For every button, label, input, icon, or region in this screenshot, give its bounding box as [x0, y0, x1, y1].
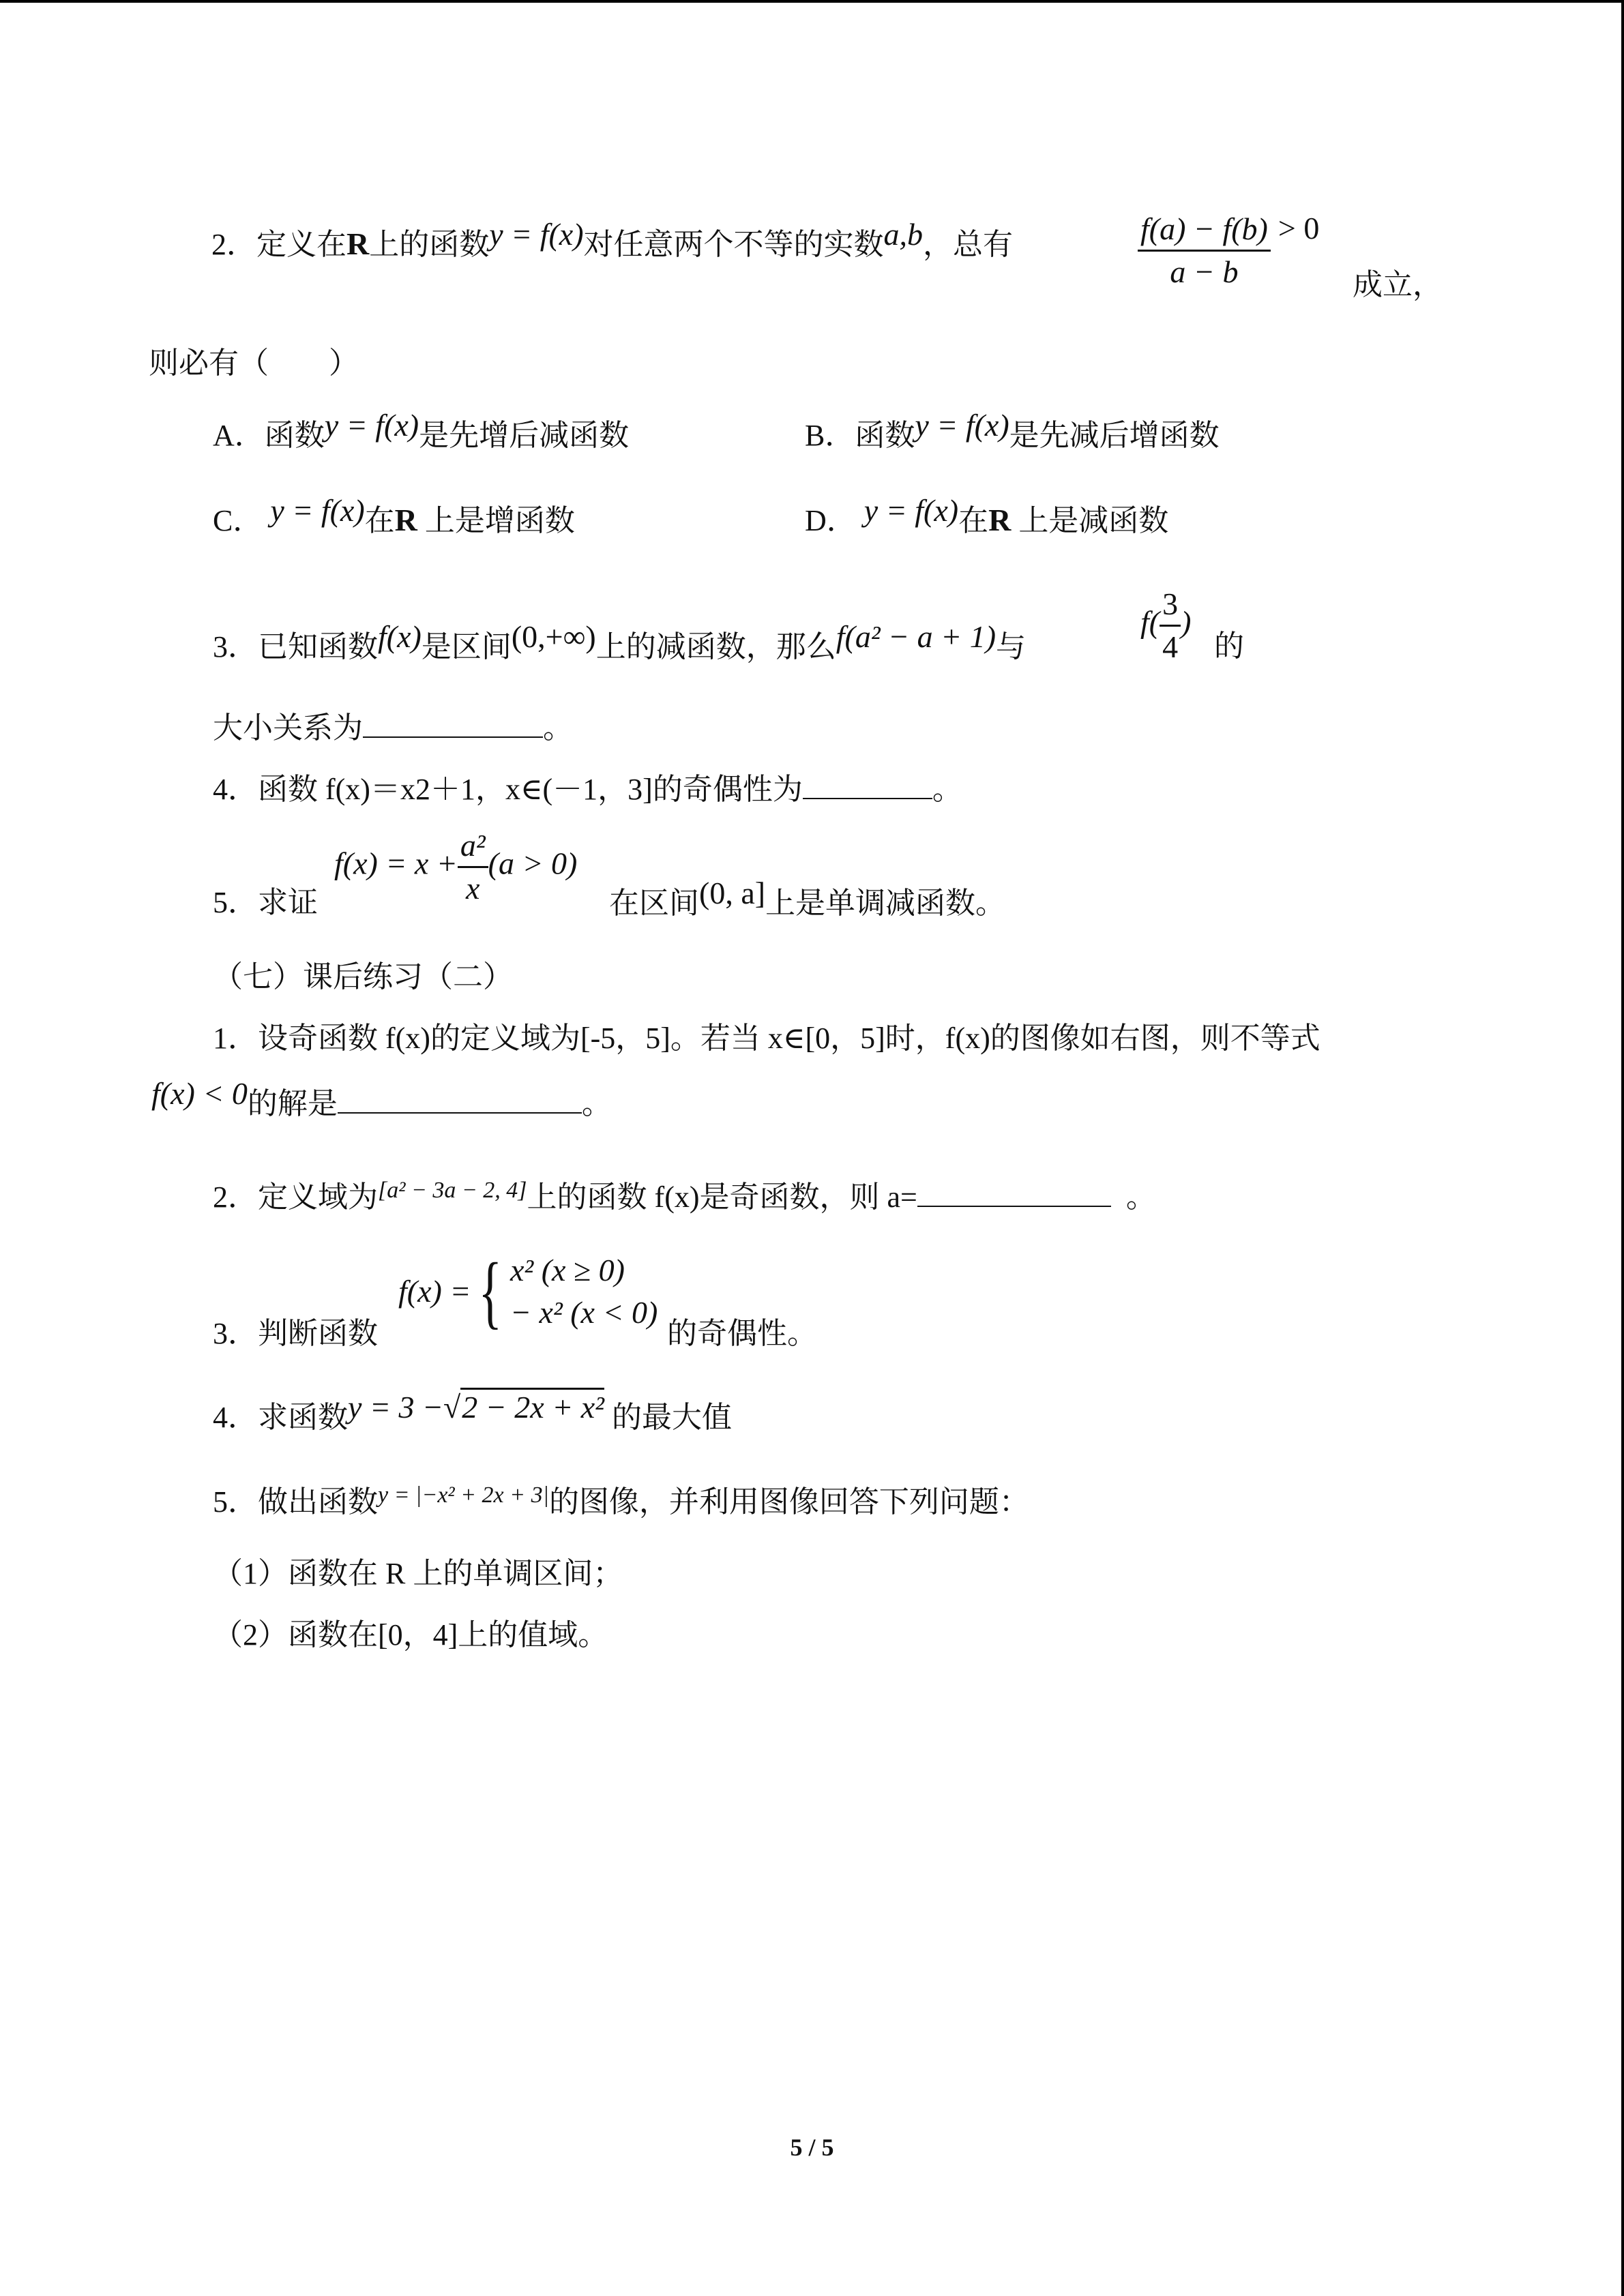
q5-tail: [609, 876, 1006, 923]
exercise-1-line-2: [151, 1076, 612, 1123]
option-pre: 函数: [855, 419, 915, 452]
q2-set-R: R: [346, 226, 370, 261]
q3-expr1: f(a² − a + 1): [836, 619, 996, 654]
option-R: R: [394, 503, 417, 537]
q2-fraction: [1138, 210, 1319, 291]
ex2-end: 。: [1125, 1180, 1156, 1214]
q3-expr2: [1140, 585, 1191, 666]
q5-frac-num: a²: [458, 826, 488, 868]
ex2-text: 上的函数 f(x)是奇函数，则 a=: [527, 1180, 917, 1214]
q2-text-2: 对任意两个不等的实数: [583, 228, 884, 261]
q3-frac: [1160, 585, 1181, 666]
option-R: R: [988, 503, 1012, 537]
ex4-text: 的最大值: [611, 1401, 732, 1434]
page-top-border: [0, 0, 1624, 3]
q4-answer-blank[interactable]: [803, 771, 932, 799]
q5-text-2: 上是单调减函数。: [765, 886, 1006, 920]
option-expr: y = f(x): [324, 408, 419, 443]
q5-frac: [458, 826, 488, 908]
ex1-end: 。: [581, 1087, 612, 1120]
option-D[interactable]: [805, 493, 1169, 540]
ex3-formula: [398, 1246, 658, 1337]
q2-frac-den: a − b: [1170, 254, 1239, 289]
ex1-text: 的解是: [247, 1087, 338, 1120]
option-expr: y = f(x): [915, 408, 1009, 443]
q3-interval: (0,+∞): [511, 619, 596, 654]
option-mid: 在: [958, 504, 989, 537]
q5-text: 在区间: [609, 886, 699, 920]
ex4-prefix: 4．求函数: [213, 1401, 348, 1434]
option-B[interactable]: [805, 408, 1220, 455]
ex5-prefix: 5．做出函数: [213, 1485, 378, 1519]
question-4: [213, 771, 962, 809]
q3-end: 。: [543, 711, 573, 745]
ex5-expr: y = |−x² + 2x + 3|: [378, 1482, 549, 1508]
q3-text-2: 上的减函数，那么: [595, 630, 836, 664]
ex5-sub-2: （2）函数在[0，4]上的值域。: [213, 1618, 608, 1652]
option-label: D．: [805, 504, 857, 537]
q3-fx: f(x): [378, 619, 422, 654]
option-post: 上是减函数: [1018, 504, 1169, 537]
q3-frac-den: 4: [1162, 629, 1179, 664]
q3-line2-text: 大小关系为: [213, 711, 363, 745]
q2-frac-num: f(a) − f(b): [1138, 210, 1271, 252]
exercise-1-line-1: 1．设奇函数 f(x)的定义域为[-5，5]。若当 x∈[0，5]时，f(x)的图像如右图，则不等式: [213, 1022, 1320, 1055]
q2-tail: 成立，: [1353, 268, 1443, 301]
question-2-line-1: [211, 217, 1014, 264]
q4-text: 4．函数 f(x)＝x2＋1，x∈(－1，3]的奇偶性为: [213, 773, 803, 806]
q4-end: 。: [932, 773, 962, 806]
option-label: B．: [805, 419, 855, 452]
q3-text-3: 与: [996, 630, 1027, 664]
q3-f: f(: [1140, 604, 1160, 640]
page-number: 5 / 5: [790, 2134, 834, 2161]
q3-frac-num: 3: [1160, 585, 1181, 627]
ex3-case-2: − x² (x < 0): [510, 1295, 658, 1330]
q3-text: 是区间: [421, 630, 512, 664]
q2-gt: > 0: [1278, 210, 1320, 245]
ex5-sub-1: （1）函数在 R 上的单调区间；: [213, 1557, 623, 1590]
exercise-4: 4．求函数y = 3 −√2 − 2x + x² 的最大值: [213, 1398, 732, 1437]
ex3-brace: {: [478, 1246, 503, 1337]
page-right-border: [1621, 0, 1624, 2296]
exercise-2: [213, 1178, 1156, 1219]
q2-text: 上的函数: [369, 228, 490, 261]
ex5-text: 的图像，并利用图像回答下列问题：: [548, 1485, 1029, 1519]
option-post: 上是增函数: [424, 504, 575, 537]
option-C[interactable]: [213, 493, 575, 540]
q5-lhs: f(x) = x +: [334, 846, 458, 881]
ex4-sqrt-radicand: 2 − 2x + x²: [460, 1388, 604, 1425]
section-title: （七）课后练习（二）: [213, 960, 513, 994]
q5-cond: (a > 0): [488, 846, 578, 881]
ex3-cases: [510, 1249, 658, 1334]
option-mid: 在: [364, 504, 395, 537]
ex3-case-1: x² (x ≥ 0): [510, 1253, 625, 1287]
ex2-answer-blank[interactable]: [917, 1178, 1111, 1207]
ex2-prefix: 2．定义域为: [213, 1180, 378, 1214]
ex2-expr: [a² − 3a − 2, 4]: [378, 1178, 527, 1203]
ex1-answer-blank[interactable]: [338, 1085, 582, 1114]
exercise-5: [213, 1483, 1029, 1524]
option-label: C．: [213, 504, 263, 537]
q2-text-3: ，总有: [923, 228, 1014, 261]
q2-prefix: 2．定义在: [211, 228, 346, 261]
q2-fx: y = f(x): [489, 217, 584, 252]
q3-answer-blank[interactable]: [363, 709, 543, 738]
question-3-line-1: [213, 619, 1027, 666]
option-post: 是先减后增函数: [1009, 419, 1220, 452]
question-5-prefix: 5．求证: [213, 886, 318, 919]
option-A[interactable]: [213, 408, 630, 455]
option-pre: 函数: [264, 419, 325, 452]
option-expr: y = f(x): [270, 493, 365, 528]
q2-line-2: 则必有（ ）: [149, 346, 359, 380]
question-3-line-2: [213, 709, 573, 747]
q5-interval: (0, a]: [699, 876, 766, 910]
exercise-3-prefix: 3．判断函数: [213, 1317, 378, 1350]
q2-ab: a,b: [883, 217, 924, 252]
ex4-expr: y = 3 −: [348, 1390, 443, 1425]
ex1-expr: f(x) < 0: [151, 1076, 248, 1111]
q3-close: ): [1181, 604, 1192, 640]
option-label: A．: [213, 419, 265, 452]
ex3-tail: 的奇偶性。: [667, 1317, 817, 1350]
option-expr: y = f(x): [863, 493, 959, 528]
ex3-lhs: f(x) =: [398, 1274, 471, 1309]
q3-prefix: 3．已知函数: [213, 630, 378, 664]
option-post: 是先增后减函数: [419, 419, 630, 452]
q5-frac-den: x: [466, 871, 480, 906]
q5-formula: [334, 826, 577, 908]
q2-frac: [1138, 210, 1271, 291]
q3-tail: 的: [1214, 629, 1244, 663]
